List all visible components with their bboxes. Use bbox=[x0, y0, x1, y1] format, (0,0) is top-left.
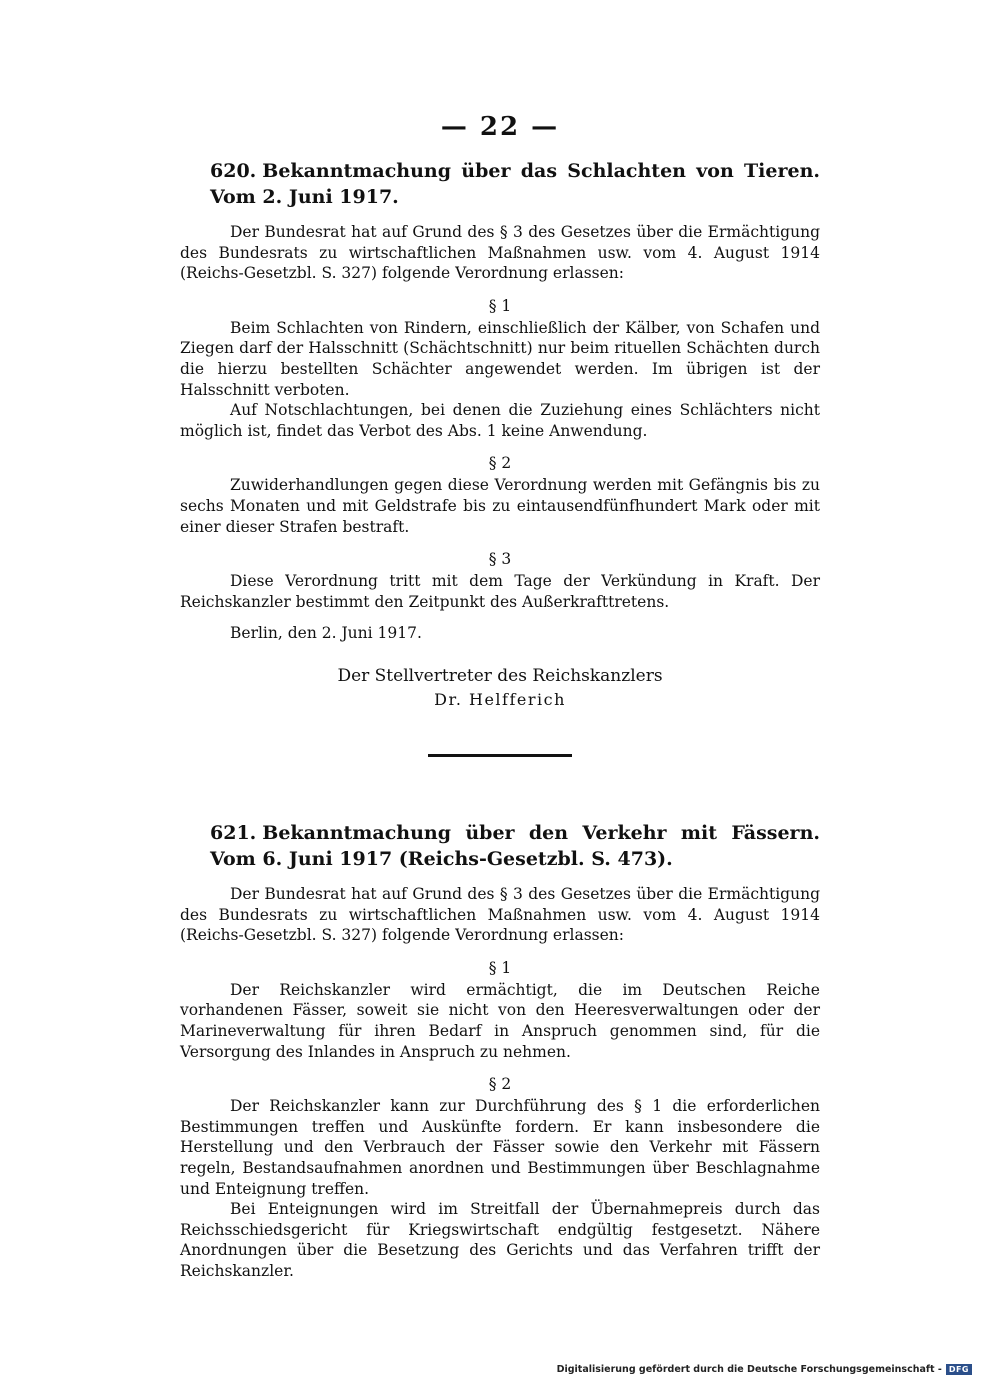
footer-text: Digitalisierung gefördert durch die Deutsche Forschungsgemeinschaft - bbox=[556, 1364, 942, 1375]
section-heading bbox=[180, 820, 820, 872]
paragraph-heading: § 3 bbox=[488, 550, 512, 569]
intro-paragraph: Der Bundesrat hat auf Grund des § 3 des Gesetzes über die Ermächtigung des Bundesrats zu wirtschaftlichen Maßnahmen usw. vom 4. August 1914 (Reichs-Gesetzbl. S. 327) folgende Verordnung erlassen: bbox=[180, 223, 820, 283]
intro-paragraph: Der Bundesrat hat auf Grund des § 3 des Gesetzes über die Ermächtigung des Bundesrats zu wirtschaftlichen Maßnahmen usw. vom 4. August 1914 (Reichs-Gesetzbl. S. 327) folgende Verordnung erlassen: bbox=[180, 885, 820, 945]
section-620 bbox=[180, 158, 820, 709]
paragraph-text: Bei Enteignungen wird im Streitfall der Übernahmepreis durch das Reichsschiedsgericht für Kriegswirtschaft endgültig festgesetzt. Nähere Anordnungen über die Besetzung des Gerichts und das Verfahren trifft der Reichskanzler. bbox=[180, 1200, 820, 1280]
section-title: Bekanntmachung über den Verkehr mit Fässern. Vom 6. Juni 1917 (Reichs-Gesetzbl. S. 473). bbox=[210, 822, 820, 870]
paragraph-heading: § 1 bbox=[488, 958, 512, 977]
section-heading bbox=[180, 158, 820, 210]
signature-name: Dr. Helfferich bbox=[434, 690, 566, 710]
section-title: Bekanntmachung über das Schlachten von Tieren. Vom 2. Juni 1917. bbox=[210, 160, 820, 208]
signature-title: Der Stellvertreter des Reichskanzlers bbox=[337, 666, 663, 687]
paragraph-text: Der Reichskanzler wird ermächtigt, die im Deutschen Reiche vorhandenen Fässer, soweit sie nicht von den Heeresverwaltungen oder der Marineverwaltung für ihren Bedarf in Anspruch genommen sind, für die Versorgung des Inlandes in Anspruch zu nehmen. bbox=[180, 980, 820, 1061]
page-number: — 22 — bbox=[440, 112, 560, 142]
footer bbox=[557, 1364, 972, 1375]
dfg-logo: DFG bbox=[946, 1364, 972, 1375]
paragraph-text: Auf Notschlachtungen, bei denen die Zuziehung eines Schlächters nicht möglich ist, findet das Verbot des Abs. 1 keine Anwendung. bbox=[180, 401, 820, 440]
section-number: 621. bbox=[210, 822, 257, 844]
section-number: 620. bbox=[210, 160, 257, 182]
paragraph-text: Zuwiderhandlungen gegen diese Verordnung werden mit Gefängnis bis zu sechs Monaten und mit Geldstrafe bis zu eintausendfünfhundert Mark oder mit einer dieser Strafen bestraft. bbox=[180, 476, 820, 536]
paragraph-heading: § 1 bbox=[488, 296, 512, 315]
place-date: Berlin, den 2. Juni 1917. bbox=[230, 624, 422, 643]
paragraph-text: Beim Schlachten von Rindern, einschließlich der Kälber, von Schafen und Ziegen darf der Halsschnitt (Schächtschnitt) nur beim rituellen Schächten durch die hierzu bestellten Schächter angewendet werden. Im übrigen ist der Halsschnitt verboten. bbox=[180, 318, 820, 399]
paragraph-text: Diese Verordnung tritt mit dem Tage der Verkündung in Kraft. Der Reichskanzler bestimmt den Zeitpunkt des Außerkrafttretens. bbox=[180, 572, 820, 611]
section-621 bbox=[180, 820, 820, 1282]
paragraph-heading: § 2 bbox=[488, 1075, 512, 1094]
paragraph-heading: § 2 bbox=[488, 454, 512, 473]
paragraph-text: Der Reichskanzler kann zur Durchführung des § 1 die erforderlichen Bestimmungen treffen und Auskünfte fordern. Er kann insbesondere die Herstellung und den Verbrauch der Fässer sowie den Verkehr mit Fässern regeln, Bestandsaufnahmen anordnen und Bestimmungen über Beschlagnahme und Enteignung treffen. bbox=[180, 1097, 820, 1198]
section-separator bbox=[428, 754, 572, 757]
